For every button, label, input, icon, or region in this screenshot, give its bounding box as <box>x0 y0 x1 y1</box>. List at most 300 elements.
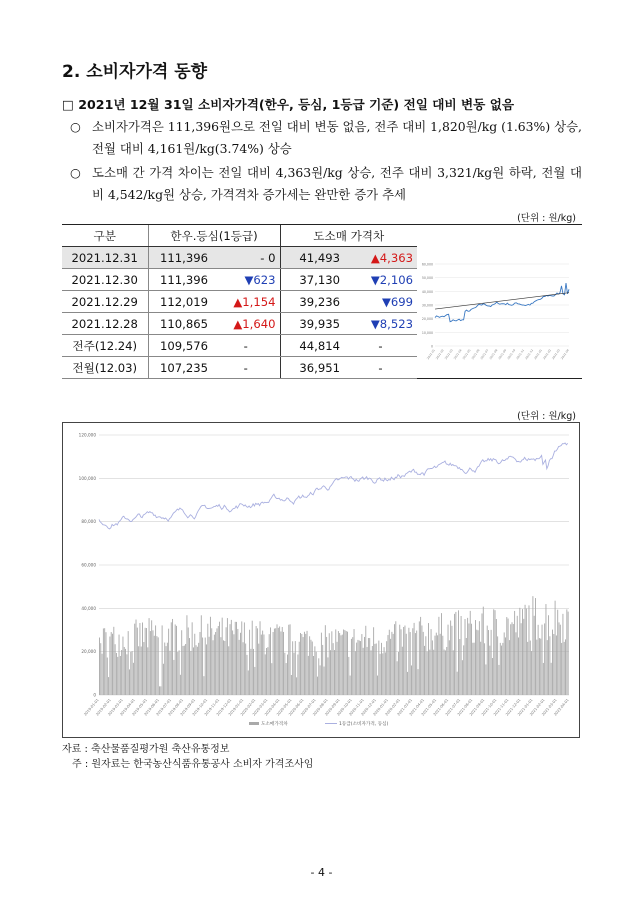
main-x-tick-label: 2021-06-01 <box>432 698 450 717</box>
gap-bar <box>239 640 240 695</box>
gap-bar <box>167 643 168 695</box>
gap-bar <box>138 646 139 695</box>
gap-bar <box>113 627 114 695</box>
gap-bar <box>154 636 155 695</box>
mini-y-tick-label: 10,000 <box>421 330 433 335</box>
gap-bar <box>194 634 195 695</box>
gap-bar <box>103 628 104 695</box>
gap-bar <box>314 646 315 695</box>
main-chart <box>63 423 579 737</box>
gap-bar <box>465 619 466 695</box>
gap-bar <box>530 641 531 695</box>
row-gap: 39,935 <box>280 313 344 335</box>
gap-bar <box>146 628 147 695</box>
gap-bar <box>429 650 430 695</box>
gap-bar <box>108 677 109 695</box>
gap-bar <box>562 614 563 695</box>
gap-bar <box>267 647 268 695</box>
gap-bar <box>438 617 439 695</box>
gap-bar <box>265 654 266 695</box>
gap-bar <box>495 610 496 695</box>
gap-bar <box>240 633 241 695</box>
gap-bar <box>388 635 389 695</box>
gap-bar <box>201 615 202 695</box>
gap-bar <box>556 635 557 695</box>
gap-bar <box>410 632 411 695</box>
gap-bar <box>474 643 475 695</box>
gap-bar <box>546 604 547 695</box>
gap-bar <box>213 640 214 695</box>
gap-bar <box>560 625 561 695</box>
gap-bar <box>371 650 372 695</box>
gap-bar <box>232 630 233 695</box>
gap-bar <box>365 626 366 695</box>
gap-bar <box>513 624 514 695</box>
gap-bar <box>431 629 432 695</box>
row-price-change: ▲1,154 <box>212 291 280 313</box>
bullet-marker: ○ <box>70 119 81 134</box>
gap-bar <box>222 618 223 695</box>
gap-bar <box>271 663 272 695</box>
gap-bar <box>339 633 340 695</box>
gap-bar <box>444 650 445 695</box>
mini-x-tick-label: 2021-02 <box>541 348 552 361</box>
gap-bar <box>518 637 519 695</box>
gap-bar <box>382 653 383 695</box>
gap-bar <box>449 640 450 695</box>
gap-bar <box>361 634 362 695</box>
gap-bar <box>166 646 167 695</box>
gap-bar <box>402 647 403 695</box>
gap-bar <box>244 622 245 695</box>
gap-bar <box>269 634 270 695</box>
gap-bar <box>485 664 486 695</box>
mini-gap-line <box>435 283 569 322</box>
gap-bar <box>428 623 429 695</box>
gap-bar <box>313 656 314 695</box>
gap-bar <box>116 653 117 695</box>
gap-bar <box>378 641 379 695</box>
main-x-tick-label: 2019-04-01 <box>119 698 136 717</box>
gap-bar <box>224 641 225 695</box>
gap-bar <box>445 650 446 695</box>
gap-bar <box>367 647 368 695</box>
gap-bar <box>163 664 164 695</box>
main-x-tick-label: 2020-07-01 <box>300 698 317 717</box>
gap-bar <box>372 646 373 695</box>
gap-bar <box>374 644 375 695</box>
gap-bar <box>543 663 544 695</box>
gap-bar <box>529 605 530 695</box>
row-gap: 44,814 <box>280 335 344 357</box>
row-gap-change: ▼699 <box>344 291 417 313</box>
mini-x-tick-label: 2021-04 <box>559 348 570 361</box>
gap-bar <box>192 622 193 695</box>
mini-x-tick-label: 2021-02 <box>434 348 445 361</box>
gap-bar <box>514 611 515 695</box>
gap-bar <box>241 621 242 695</box>
gap-bar <box>299 642 300 695</box>
mini-y-tick-label: 0 <box>430 344 433 349</box>
gap-bar <box>492 658 493 695</box>
gap-bar <box>442 636 443 695</box>
row-date: 2021.12.28 <box>62 313 148 335</box>
gap-bar <box>338 631 339 695</box>
gap-bar <box>286 663 287 695</box>
gap-bar <box>419 621 420 695</box>
gap-bar <box>219 622 220 695</box>
gap-bar <box>99 638 100 696</box>
gap-bar <box>497 636 498 695</box>
gap-bar <box>523 619 524 695</box>
gap-bar <box>117 657 118 695</box>
bullet-consumer-price <box>70 116 582 160</box>
row-price: 111,396 <box>148 247 212 269</box>
gap-bar <box>448 625 449 695</box>
legend-label-price: 1등급(소비자가격, 등심) <box>339 722 389 727</box>
main-x-tick-label: 2020-05-01 <box>276 698 293 717</box>
legend-swatch-gap <box>249 722 259 725</box>
gap-bar <box>283 632 284 695</box>
gap-bar <box>279 626 280 695</box>
gap-bar <box>348 657 349 695</box>
price-table <box>62 225 417 379</box>
table-row <box>62 291 417 313</box>
main-x-tick-label: 2021-04-01 <box>408 698 426 717</box>
gap-bar <box>124 647 125 695</box>
gap-bar <box>288 625 289 695</box>
row-price-change: ▼623 <box>212 269 280 291</box>
gap-bar <box>467 618 468 695</box>
main-x-tick-label: 2020-10-01 <box>336 698 353 717</box>
gap-bar <box>425 636 426 695</box>
gap-bar <box>177 652 178 695</box>
gap-bar <box>321 633 322 695</box>
gap-bar <box>264 634 265 695</box>
mini-x-tick-label: 2021-01 <box>533 348 544 361</box>
main-x-tick-label: 2019-02-01 <box>95 698 112 717</box>
gap-bar <box>326 637 327 695</box>
gap-bar <box>160 686 161 695</box>
main-x-tick-label: 2021-07-01 <box>444 698 462 717</box>
gap-bar <box>395 621 396 695</box>
mini-y-tick-label: 40,000 <box>421 289 433 294</box>
row-gap-change: ▼2,106 <box>344 269 417 291</box>
gap-bar <box>535 598 536 695</box>
gap-bar <box>245 644 246 695</box>
gap-bar <box>466 638 467 695</box>
bullet-text: 소비자가격은 111,396원으로 전일 대비 변동 없음, 전주 대비 1,820원/kg (1.63%) 상승, 전월 대비 4,161원/kg(3.74%) 상승 <box>92 119 582 156</box>
gap-bar <box>531 651 532 695</box>
gap-bar <box>312 642 313 695</box>
gap-bar <box>549 636 550 695</box>
gap-bar <box>134 624 135 695</box>
gap-bar <box>214 635 215 695</box>
gap-bar <box>565 639 566 695</box>
main-y-tick-label: 0 <box>93 692 96 698</box>
gap-bar <box>278 628 279 695</box>
gap-bar <box>308 656 309 695</box>
gap-bar <box>475 620 476 695</box>
gap-bar <box>316 652 317 695</box>
gap-bar <box>158 637 159 695</box>
gap-bar <box>505 637 506 695</box>
main-x-tick-label: 2020-02-01 <box>239 698 257 717</box>
main-x-tick-label: 2021-11-01 <box>493 698 510 717</box>
main-y-tick-label: 100,000 <box>78 475 96 481</box>
gap-bar <box>176 626 177 695</box>
gap-bar <box>397 661 398 695</box>
gap-bar <box>356 643 357 695</box>
main-x-tick-label: 2020-11-01 <box>348 698 365 717</box>
gap-bar <box>542 625 543 695</box>
main-y-tick-label: 120,000 <box>78 432 96 438</box>
gap-bar <box>553 634 554 695</box>
row-date: 2021.12.29 <box>62 291 148 313</box>
gap-bar <box>539 638 540 695</box>
main-x-tick-label: 2021-03-01 <box>396 698 414 717</box>
gap-bar <box>512 622 513 695</box>
mini-x-tick-label: 2021-07 <box>479 348 490 361</box>
gap-bar <box>412 628 413 695</box>
mini-x-tick-label: 2021-01 <box>425 348 436 361</box>
gap-bar <box>455 612 456 695</box>
mini-x-tick-label: 2021-09 <box>497 348 508 361</box>
gap-bar <box>175 624 176 695</box>
gap-bar <box>304 632 305 695</box>
gap-bar <box>291 675 292 695</box>
gap-bar <box>337 642 338 695</box>
gap-bar <box>171 622 172 695</box>
gap-bar <box>136 620 137 695</box>
gap-bar <box>290 624 291 695</box>
row-price: 110,865 <box>148 313 212 335</box>
gap-bar <box>526 609 527 695</box>
gap-bar <box>125 649 126 695</box>
gap-bar <box>100 643 101 695</box>
gap-bar <box>416 631 417 695</box>
gap-bar <box>300 633 301 695</box>
gap-bar <box>143 642 144 695</box>
mini-x-tick-label: 2021-11 <box>515 348 526 361</box>
gap-bar <box>184 646 185 695</box>
gap-bar <box>324 667 325 695</box>
main-x-tick-label: 2019-07-01 <box>155 698 173 717</box>
table-row <box>62 313 417 335</box>
gap-bar <box>408 628 409 695</box>
table-row <box>62 357 417 379</box>
gap-bar <box>168 629 169 695</box>
gap-bar <box>433 650 434 695</box>
gap-bar <box>217 628 218 695</box>
gap-bar <box>207 624 208 695</box>
gap-bar <box>266 648 267 695</box>
gap-bar <box>420 617 421 695</box>
gap-bar <box>253 649 254 695</box>
gap-bar <box>368 638 369 695</box>
bullet-text: 도소매 간 가격 차이는 전일 대비 4,363원/kg 상승, 전주 대비 3,321/kg원 하락, 전월 대비 4,542/kg원 상승, 가격격차 증가세는 완만한 증가 추세 <box>92 165 582 202</box>
gap-bar <box>472 643 473 695</box>
gap-bar <box>275 628 276 695</box>
row-price: 109,576 <box>148 335 212 357</box>
main-x-tick-label: 2019-01-01 <box>83 698 100 717</box>
main-x-tick-label: 2020-06-01 <box>288 698 305 717</box>
gap-bar <box>248 670 249 695</box>
page-number: - 4 - <box>310 866 333 879</box>
gap-bar <box>164 643 165 695</box>
gap-bar <box>190 651 191 695</box>
row-date: 2021.12.31 <box>62 247 148 269</box>
gap-bar <box>522 609 523 695</box>
gap-bar <box>226 627 227 695</box>
gap-bar <box>107 658 108 695</box>
gap-bar <box>282 627 283 695</box>
gap-bar <box>297 655 298 696</box>
gap-bar <box>432 640 433 695</box>
gap-bar <box>162 625 163 695</box>
mini-y-tick-label: 50,000 <box>421 276 433 281</box>
gap-bar <box>527 642 528 695</box>
gap-bar <box>502 643 503 695</box>
gap-bar <box>405 626 406 695</box>
row-price-change: - 0 <box>212 247 280 269</box>
main-y-tick-label: 20,000 <box>81 649 96 655</box>
gap-bar <box>150 631 151 695</box>
gap-bar <box>487 626 488 695</box>
row-price-change: ▲1,640 <box>212 313 280 335</box>
gap-bar <box>381 643 382 695</box>
gap-bar <box>491 630 492 695</box>
source-label: 자료 : 축산물품질평가원 축산유통정보 <box>62 744 230 755</box>
main-x-tick-label: 2021-08-01 <box>456 698 474 717</box>
gap-bar <box>206 644 207 695</box>
gap-bar <box>197 647 198 695</box>
gap-bar <box>424 646 425 695</box>
mini-trend-line <box>435 293 569 309</box>
gap-bar <box>129 669 130 695</box>
gap-bar <box>393 634 394 695</box>
mini-x-tick-label: 2021-06 <box>470 348 481 361</box>
mini-x-tick-label: 2021-03 <box>550 348 561 361</box>
gap-bar <box>111 632 112 695</box>
gap-bar <box>220 637 221 695</box>
gap-bar <box>350 676 351 695</box>
main-x-tick-label: 2021-02-01 <box>529 698 546 717</box>
gap-bar <box>457 672 458 695</box>
main-y-tick-label: 80,000 <box>81 519 96 525</box>
gap-bar <box>145 628 146 695</box>
gap-bar <box>121 650 122 695</box>
gap-bar <box>180 675 181 695</box>
gap-bar <box>189 638 190 695</box>
mini-x-tick-label: 2021-05 <box>461 348 472 361</box>
row-gap-change: ▼8,523 <box>344 313 417 335</box>
gap-bar <box>106 632 107 695</box>
gap-bar <box>287 655 288 695</box>
gap-bar <box>305 634 306 695</box>
gap-bar <box>200 632 201 695</box>
gap-bar <box>399 625 400 695</box>
gap-bar <box>309 636 310 695</box>
gap-bar <box>403 627 404 695</box>
gap-bar <box>509 640 510 695</box>
main-x-tick-label: 2019-01-01 <box>227 698 245 717</box>
gap-bar <box>203 676 204 695</box>
gap-bar <box>153 630 154 695</box>
main-x-tick-label: 2022-04-01 <box>553 698 570 717</box>
gap-bar <box>534 616 535 695</box>
gap-bar <box>123 637 124 695</box>
row-gap: 39,236 <box>280 291 344 313</box>
gap-bar <box>335 629 336 695</box>
gap-bar <box>391 632 392 695</box>
gap-bar <box>260 621 261 695</box>
gap-bar <box>394 624 395 695</box>
gap-bar <box>446 647 447 695</box>
gap-bar <box>277 624 278 695</box>
gap-bar <box>369 638 370 695</box>
gap-bar <box>126 654 127 695</box>
gap-bar <box>441 613 442 695</box>
gap-bar <box>551 663 552 695</box>
gap-bar <box>346 631 347 695</box>
gap-bar <box>489 646 490 695</box>
gap-bar <box>555 601 556 695</box>
gap-bar <box>257 628 258 695</box>
gap-bar <box>398 652 399 695</box>
gap-bar <box>355 651 356 695</box>
row-price-change: - <box>212 335 280 357</box>
gap-bar <box>351 639 352 695</box>
gap-bar <box>202 638 203 696</box>
gap-bar <box>525 605 526 695</box>
gap-bar <box>210 617 211 695</box>
gap-bar <box>343 629 344 695</box>
table-header-row <box>62 225 417 247</box>
gap-bar <box>211 628 212 695</box>
gap-bar <box>209 637 210 695</box>
gap-bar <box>380 654 381 695</box>
gap-bar <box>499 665 500 695</box>
main-y-tick-label: 60,000 <box>81 562 96 568</box>
gap-bar <box>292 641 293 695</box>
gap-bar <box>270 627 271 695</box>
gap-bar <box>102 654 103 695</box>
bullet-price-gap <box>70 162 582 206</box>
gap-bar <box>205 638 206 695</box>
gap-bar <box>198 643 199 695</box>
table-row <box>62 269 417 291</box>
gap-bar <box>159 686 160 695</box>
main-x-tick-label: 2021-09-01 <box>468 698 486 717</box>
row-date: 전주(12.24) <box>62 335 148 357</box>
gap-bar <box>414 623 415 695</box>
gap-mini-chart <box>419 254 579 374</box>
gap-bar <box>384 647 385 695</box>
main-x-tick-label: 2021-10-01 <box>480 698 498 717</box>
gap-bar <box>115 644 116 695</box>
gap-bar <box>515 632 516 695</box>
gap-bar <box>450 621 451 695</box>
headline: □ 2021년 12월 31일 소비자가격(한우, 등심, 1등급 기준) 전일 대비 변동 없음 <box>62 97 515 112</box>
main-x-tick-label: 2020-09-01 <box>324 698 341 717</box>
gap-bar <box>540 639 541 695</box>
mini-x-tick-label: 2021-08 <box>488 348 499 361</box>
gap-bar <box>564 642 565 695</box>
row-gap-change: - <box>344 335 417 357</box>
gap-bar <box>170 651 171 695</box>
mini-y-tick-label: 60,000 <box>421 262 433 267</box>
